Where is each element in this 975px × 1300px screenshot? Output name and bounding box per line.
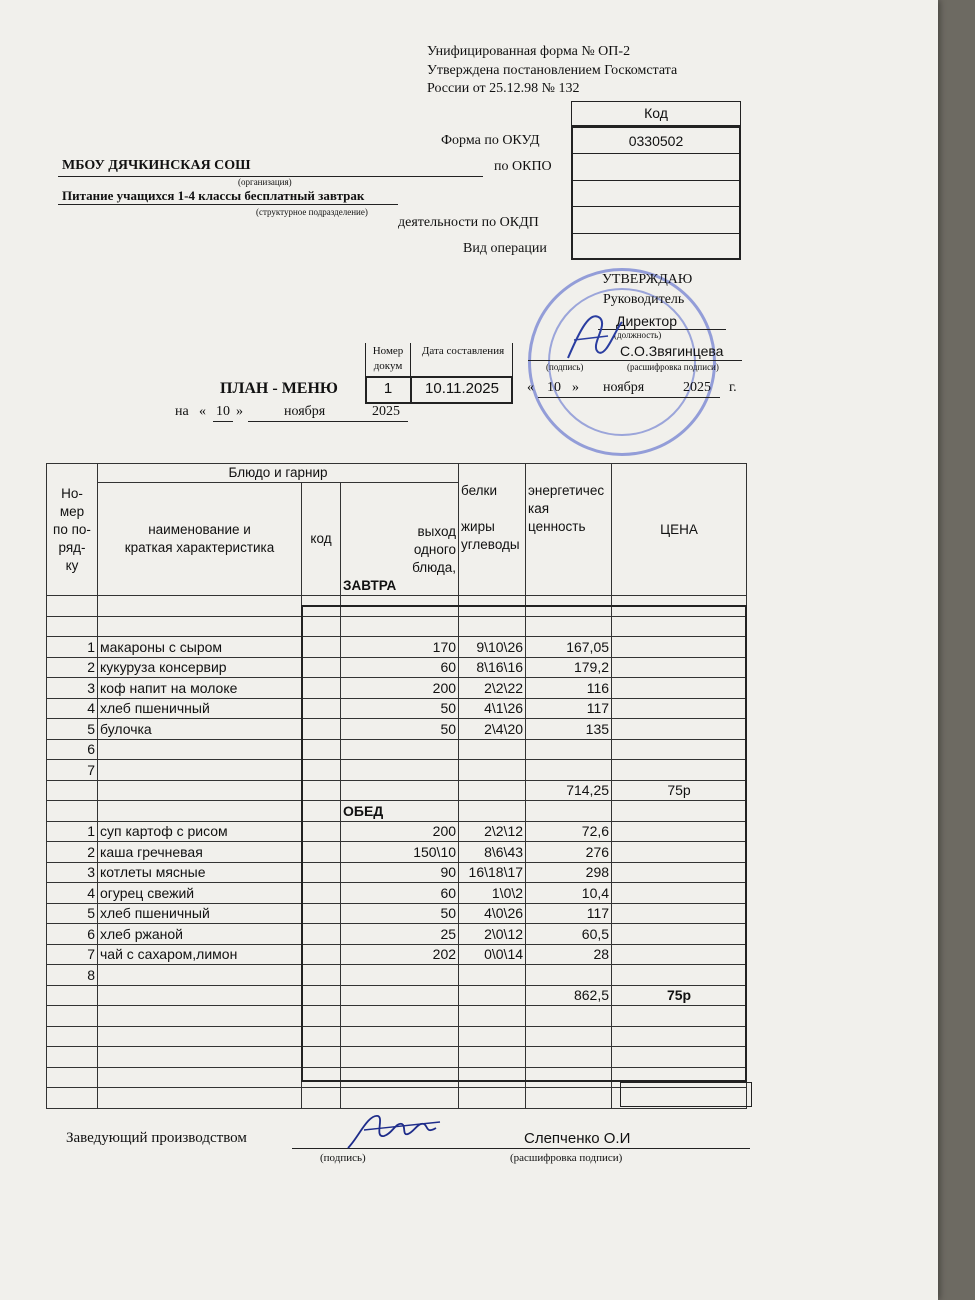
na-day-open: « [199,404,206,419]
obed-header-row [47,801,747,822]
na-month: ноября [284,404,326,419]
approval-date-year: 2025 [683,380,711,395]
row-number: 1 [47,821,98,842]
decode-caption-top: (расшифровка подписи) [627,362,719,372]
dish-name: булочка [98,719,302,740]
dish-name: кукуруза консервир [98,657,302,678]
dish-price [612,965,747,986]
zavtrak-section-label: ЗАВТРА [343,578,397,593]
position-value: Директор [616,313,677,329]
dish-code [302,821,341,842]
dish-output: 170 [341,637,459,658]
dish-energy: 179,2 [526,657,612,678]
col-header-nomer: Но- мер по по- ряд- ку [47,464,98,596]
okud-value: 0330502 [628,133,684,149]
table-row [47,1026,747,1047]
footer-decode-caption: (расшифровка подписи) [510,1152,623,1164]
dish-code [302,760,341,781]
col-header-cena: ЦЕНА [612,464,747,596]
dish-bju: 2\0\12 [459,924,526,945]
dish-price [612,842,747,863]
row-number: 1 [47,637,98,658]
table-row [47,596,747,617]
na-label: на [175,404,189,419]
dish-energy [526,739,612,760]
dish-name: коф напит на молоке [98,678,302,699]
obed-row [47,862,747,883]
dish-energy: 135 [526,719,612,740]
dish-price [612,944,747,965]
dish-output: 50 [341,903,459,924]
dish-name: хлеб ржаной [98,924,302,945]
dish-price [612,739,747,760]
approval-date-open: « [527,380,534,395]
col-header-bludo: Блюдо и гарнир [98,464,459,483]
dish-output [341,760,459,781]
dish-energy: 276 [526,842,612,863]
col-header-kod: код [302,483,341,596]
subdivision-caption: (структурное подразделение) [256,207,368,217]
dish-bju [459,965,526,986]
form-line-2: Утверждена постановлением Госкомстата [427,63,678,78]
table-row [47,1006,747,1027]
dish-price [612,698,747,719]
row-number: 2 [47,657,98,678]
dish-energy: 298 [526,862,612,883]
row-number: 7 [47,760,98,781]
dish-name: макароны с сыром [98,637,302,658]
dish-price [612,924,747,945]
dish-bju: 16\18\17 [459,862,526,883]
signature-caption-top: (подпись) [546,362,584,372]
dish-bju: 2\2\22 [459,678,526,699]
organization-name: МБОУ ДЯЧКИНСКАЯ СОШ [62,158,251,173]
col-header-belki: белки жиры углеводы [459,464,526,596]
approval-date-close: » [572,380,579,395]
dish-code [302,965,341,986]
dish-code [302,698,341,719]
row-number: 3 [47,678,98,699]
dish-bju: 8\6\43 [459,842,526,863]
director-name: С.О.Звягинцева [620,343,724,359]
dish-output [341,739,459,760]
footer-label: Заведующий производством [66,1130,247,1146]
dish-energy: 117 [526,698,612,719]
dish-code [302,637,341,658]
dish-output: 60 [341,657,459,678]
dish-code [302,657,341,678]
row-number: 8 [47,965,98,986]
dish-name: хлеб пшеничный [98,903,302,924]
dish-energy: 60,5 [526,924,612,945]
row-number: 4 [47,698,98,719]
okud-label: Форма по ОКУД [441,133,540,148]
dish-code [302,924,341,945]
dish-bju: 9\10\26 [459,637,526,658]
dish-price [612,903,747,924]
col-header-naimenovanie: наименование и краткая характеристика [98,483,302,596]
dish-code [302,862,341,883]
obed-row [47,903,747,924]
dish-price [612,862,747,883]
zavtrak-rows [47,637,747,781]
dish-bju: 0\0\14 [459,944,526,965]
dish-output: 25 [341,924,459,945]
row-number: 6 [47,924,98,945]
footer-signature-caption: (подпись) [320,1152,366,1164]
row-number: 2 [47,842,98,863]
dish-name: суп картоф с рисом [98,821,302,842]
okdp-label: деятельности по ОКДП [398,215,539,230]
dish-bju: 8\16\16 [459,657,526,678]
form-line-3: России от 25.12.98 № 132 [427,81,580,96]
dish-bju: 4\1\26 [459,698,526,719]
dish-bju [459,760,526,781]
director-signature [560,300,630,370]
position-caption: (должность) [614,330,662,340]
dish-bju: 1\0\2 [459,883,526,904]
obed-row [47,821,747,842]
dish-code [302,739,341,760]
obed-row [47,883,747,904]
organization-caption: (организация) [238,177,292,187]
zavtrak-row [47,678,747,699]
obed-row [47,944,747,965]
dish-code [302,883,341,904]
kod-header-cell [571,101,741,126]
dish-name: чай с сахаром,лимон [98,944,302,965]
dish-name: огурец свежий [98,883,302,904]
dish-name [98,965,302,986]
zavtrak-total-row [47,780,747,801]
dish-bju [459,739,526,760]
subdivision-name: Питание учащихся 1-4 классы бесплатный завтрак [62,188,365,203]
zavtrak-row [47,637,747,658]
obed-row [47,965,747,986]
row-number: 5 [47,903,98,924]
zavtrak-row [47,760,747,781]
dish-output: 202 [341,944,459,965]
obed-rows [47,821,747,985]
na-day-close: » [236,404,243,419]
dish-price [612,657,747,678]
form-line-1: Унифицированная форма № ОП-2 [427,44,631,59]
vid-operacii-label: Вид операции [463,241,547,256]
obed-row [47,842,747,863]
table-row [47,616,747,637]
dish-code [302,678,341,699]
nomer-label: Номер докум [372,345,404,372]
dish-output: 200 [341,678,459,699]
dish-code [302,842,341,863]
extra-price-cell [620,1082,752,1107]
zavtrak-row [47,657,747,678]
obed-total-row [47,985,747,1006]
dish-output: 50 [341,698,459,719]
dish-energy: 117 [526,903,612,924]
dish-code [302,944,341,965]
dish-bju: 2\2\12 [459,821,526,842]
dish-energy: 10,4 [526,883,612,904]
dish-name: хлеб пшеничный [98,698,302,719]
dish-code [302,903,341,924]
footer-signature [344,1108,444,1154]
dish-price [612,719,747,740]
footer-name: Слепченко О.И [524,1130,631,1147]
data-label: Дата составления [421,345,505,357]
dish-output [341,965,459,986]
obed-section-label: ОБЕД [341,801,459,822]
doc-number: 1 [383,380,393,397]
table-row [47,1047,747,1068]
zavtrak-row [47,739,747,760]
row-number: 3 [47,862,98,883]
zavtrak-total-energy: 714,25 [526,780,612,801]
row-number: 5 [47,719,98,740]
col-header-vyhod [341,483,459,596]
dish-name [98,760,302,781]
zavtrak-total-price: 75р [612,780,747,801]
approval-date-suffix: г. [729,380,737,395]
dish-energy: 72,6 [526,821,612,842]
vyhod-label: выход одного блюда, [412,524,457,575]
col-header-energy: энергетичес кая ценность [526,464,612,596]
dish-energy: 116 [526,678,612,699]
na-day: 10 [216,404,230,419]
dish-price [612,678,747,699]
approval-date-day: 10 [547,380,561,395]
dish-output: 90 [341,862,459,883]
dish-output: 60 [341,883,459,904]
dish-energy [526,760,612,781]
obed-row [47,924,747,945]
dish-price [612,821,747,842]
dish-name [98,739,302,760]
dish-energy: 28 [526,944,612,965]
approve-label: УТВЕРЖДАЮ [602,272,693,287]
rukovoditel-label: Руководитель [603,292,685,307]
approval-date-month: ноября [603,380,645,395]
row-number: 6 [47,739,98,760]
obed-total-energy: 862,5 [526,985,612,1006]
dish-code [302,719,341,740]
dish-name: каша гречневая [98,842,302,863]
dish-energy [526,965,612,986]
doc-date: 10.11.2025 [425,380,499,397]
zavtrak-row [47,719,747,740]
kod-label: Код [644,105,668,121]
dish-output: 200 [341,821,459,842]
dish-energy: 167,05 [526,637,612,658]
na-year: 2025 [372,404,400,419]
dish-bju: 2\4\20 [459,719,526,740]
row-number: 4 [47,883,98,904]
dish-price [612,883,747,904]
okpo-label: по ОКПО [494,159,552,174]
dish-bju: 4\0\26 [459,903,526,924]
obed-total-price: 75р [612,985,747,1006]
dish-output: 50 [341,719,459,740]
menu-table [46,463,747,1109]
dish-output: 150\10 [341,842,459,863]
zavtrak-row [47,698,747,719]
dish-price [612,760,747,781]
dish-price [612,637,747,658]
dish-name: котлеты мясные [98,862,302,883]
plan-menu-title: ПЛАН - МЕНЮ [220,380,338,397]
row-number: 7 [47,944,98,965]
